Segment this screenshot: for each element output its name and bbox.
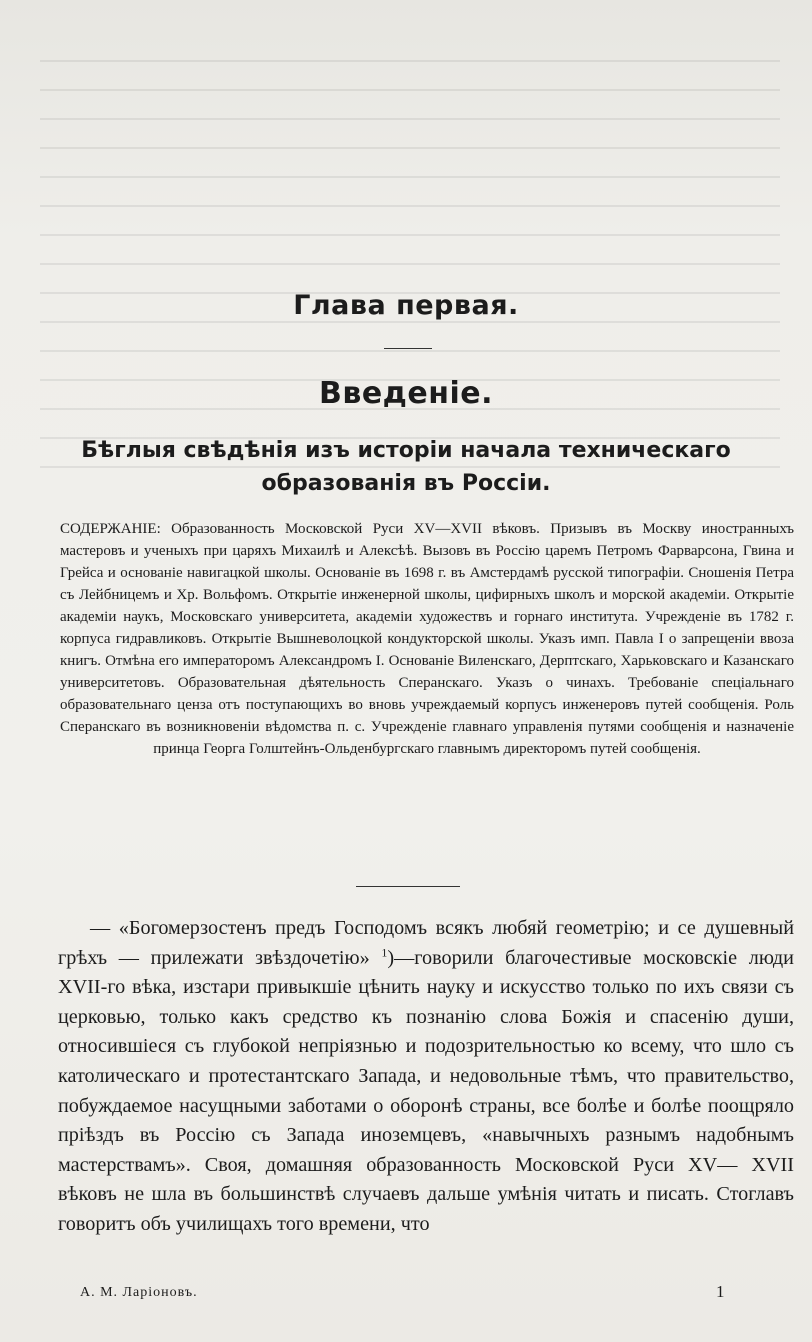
chapter-subtitle: Бѣглыя свѣдѣнія изъ исторіи начала техническаго образованія въ Россіи.: [81, 438, 731, 496]
body-text-part: )—говорили благочестивые московскіе люди XVII-го вѣка, изстари привыкшіе цѣнить науку и искусство только по ихъ связи съ церковью, только какъ средство къ познанію слова Божія и спасенію души, относившіеся съ глубокой непріязнью и подозрительностью ко всему, что шло съ католическаго и протестантскаго Запада, и недовольные тѣмъ, что правительство, побуждаемое насущными заботами о оборонѣ страны, все болѣе и болѣе поощряло пріѣздъ въ Россію съ Запада иноземцевъ, «навычныхъ разнымъ надобнымъ мастерствамъ». Своя, домашняя образованность Московской Руси XV— XVII вѣковъ не шла въ большинствѣ случаевъ дальше умѣнія читать и писать. Стоглавъ говоритъ объ училищахъ того времени, что: [58, 946, 794, 1235]
chapter-heading: Введеніе.: [318, 376, 494, 411]
footnote-ref[interactable]: 1: [381, 944, 388, 959]
body-paragraph: [58, 914, 794, 1240]
divider-rule: [356, 886, 460, 887]
page-number: 1: [716, 1282, 725, 1301]
footer-author: А. М. Ларіоновъ.: [80, 1285, 198, 1300]
divider-rule: [384, 348, 432, 349]
chapter-title: Глава первая.: [293, 290, 519, 321]
contents-summary: СОДЕРЖАНІЕ: Образованность Московской Руси XV—XVII вѣковъ. Призывъ въ Москву иностранныхъ мастеровъ и ученыхъ при царяхъ Михаилѣ и Алексѣѣ. Вызовъ въ Россію царемъ Петромъ Фарварсона, Гвина и Грейса и основаніе навигацкой школы. Основаніе въ 1698 г. въ Амстердамѣ русской типографіи. Сношенія Петра съ Лейбницемъ и Хр. Вольфомъ. Открытіе инженерной школы, цифирныхъ школъ и морской академіи. Открытіе академіи наукъ, Московскаго университета, академіи художествъ и горнаго института. Учрежденіе въ 1782 г. корпуса гидравликовъ. Открытіе Вышневолоцкой кондукторской школы. Указъ имп. Павла I о запрещеніи ввоза книгъ. Отмѣна его императоромъ Александромъ I. Основаніе Виленскаго, Дерптскаго, Харьковскаго и Казанскаго университетовъ. Образовательная дѣятельность Сперанскаго. Указъ о чинахъ. Требованіе спеціальнаго образовательнаго ценза отъ поступающихъ во вновь учреждаемый корпусъ инженеровъ путей сообщенія. Роль Сперанскаго въ возникновеніи вѣдомства п. с. Учрежденіе главнаго управленія путями сообщенія и назначеніе принца Георга Голштейнъ-Ольденбургскаго главнымъ директоромъ путей сообщенія.: [60, 521, 794, 757]
body-text-part: — «Богомерзостенъ предъ Господомъ всякъ любяй геометрію; и се душевный грѣхъ — прилежати звѣздочетію»: [58, 917, 794, 969]
